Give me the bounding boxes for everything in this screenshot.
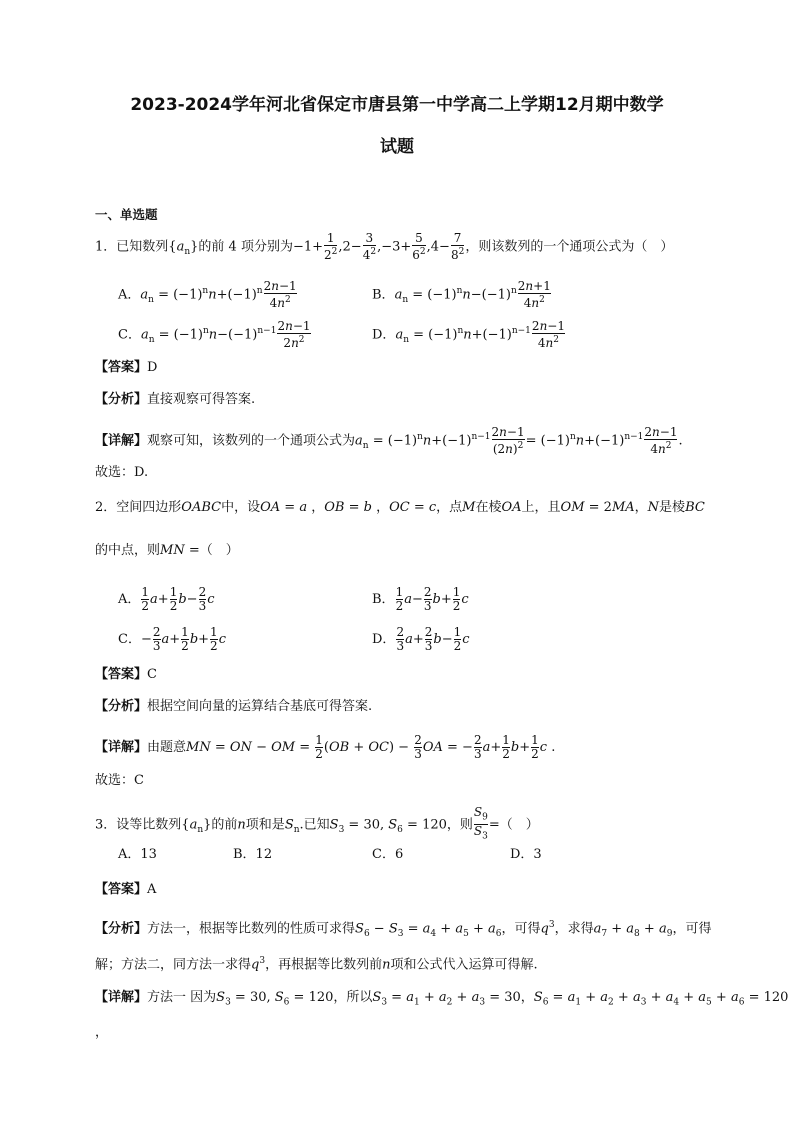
q3-analysis-line1: 【分析】方法一，根据等比数列的性质可求得$S_6 - S_3 = a_4 + a_5 + a_6$，可得$q^3$，求得$a_7 + a_8 + a_9$，可得: [95, 920, 712, 939]
q1-conclusion: 故选：D.: [95, 465, 149, 480]
q3-option-b: B．12: [233, 847, 273, 862]
q3-option-a: A．13: [118, 847, 157, 862]
q1-option-d: D．$a_n = (-1)^nn+(-1)^{n-1}$ $\frac{2n-1}{4n^2}$: [372, 319, 565, 350]
q2-analysis: 【分析】根据空间向量的运算结合基底可得答案.: [95, 699, 373, 714]
q2-stem-line1: 2．空间四边形OABC中，设OA = a ，OB = b ，OC = c，点M在棱OA上，且OM = 2MA，N是棱BC: [95, 500, 705, 515]
q3-analysis-line2: 解；方法二，同方法一求得$q^3$，再根据等比数列前n项和公式代入运算可得解.: [95, 956, 538, 973]
q3-option-c: C．6: [372, 847, 404, 862]
q2-option-a: A． $\frac{1}{2}$ a+ $\frac{1}{2}$ b− $\frac{2}{3}$ c: [118, 585, 215, 613]
document-title-line1: 2023-2024学年河北省保定市唐县第一中学高二上学期12月期中数学: [130, 95, 664, 115]
q2-conclusion: 故选：C: [95, 773, 144, 788]
q2-answer: 【答案】C: [95, 667, 157, 682]
q1-analysis: 【分析】直接观察可得答案.: [95, 392, 256, 407]
q1-option-b: B．$a_n = (-1)^nn-(-1)^n$ $\frac{2n+1}{4n^2}$: [372, 279, 551, 310]
q1-option-c: C．$a_n = (-1)^nn-(-1)^{n-1}$ $\frac{2n-1}{2n^2}$: [118, 319, 311, 350]
q1-option-a: A．$a_n = (-1)^nn+(-1)^n$ $\frac{2n-1}{4n^2}$: [118, 279, 297, 310]
section-heading: 一、单选题: [95, 207, 158, 222]
q3-detail: 【详解】方法一 因为$S_3 = 30$, $S_6 = 120$，所以$S_3 = a_1 + a_2 + a_3 = 30$，$S_6 = a_1 + a_2 + a_3 + a_4 + a_5 + a_6 = 120$: [95, 990, 789, 1008]
q3-detail-tail: ，: [95, 1025, 109, 1040]
q3-stem: 3．设等比数列$\{a_n\}$的前n项和是$S_n$.已知$S_3 = 30$, $S_6 = 120$，则 $\frac{S_9}{S_3}$ =（ ）: [95, 805, 539, 842]
q2-stem-line2: 的中点，则MN =（ ）: [95, 543, 239, 558]
q2-option-b: B． $\frac{1}{2}$ a− $\frac{2}{3}$ b+ $\frac{1}{2}$ c: [372, 585, 469, 613]
q3-answer: 【答案】A: [95, 882, 157, 897]
q1-detail: 【详解】观察可知，该数列的一个通项公式为$a_n = (-1)^nn+(-1)^{n-1}$ $\frac{2n-1}{(2n)^2}$ = $(-1)^nn+(-1)^{n-1}$ $\frac{2n-1}{4n^2}$ .: [95, 425, 683, 456]
q1-answer: 【答案】D: [95, 360, 158, 375]
q2-option-c: C．− $\frac{2}{3}$ a+ $\frac{1}{2}$ b+ $\frac{1}{2}$ c: [118, 625, 226, 653]
document-title-line2: 试题: [380, 137, 414, 157]
q2-option-d: D． $\frac{2}{3}$ a+ $\frac{2}{3}$ b− $\frac{1}{2}$ c: [372, 625, 470, 653]
q2-detail: 【详解】由题意MN = ON − OM = $\frac{1}{2}$ (OB + OC) − $\frac{2}{3}$ OA = − $\frac{2}{3}$ a+ $\frac{1}{2}$ b+ $\frac{1}{2}$ c .: [95, 733, 556, 761]
q3-option-d: D．3: [510, 847, 542, 862]
q1-stem: 1．已知数列$\{a_n\}$的前 4 项分别为−1+ $\frac{1}{2^2}$ ,2− $\frac{3}{4^2}$ ,−3+ $\frac{5}{6^2}$ ,4− $\frac{7}{8^2}$ ，则该数列的一个通项公式为（ ）: [95, 231, 674, 262]
